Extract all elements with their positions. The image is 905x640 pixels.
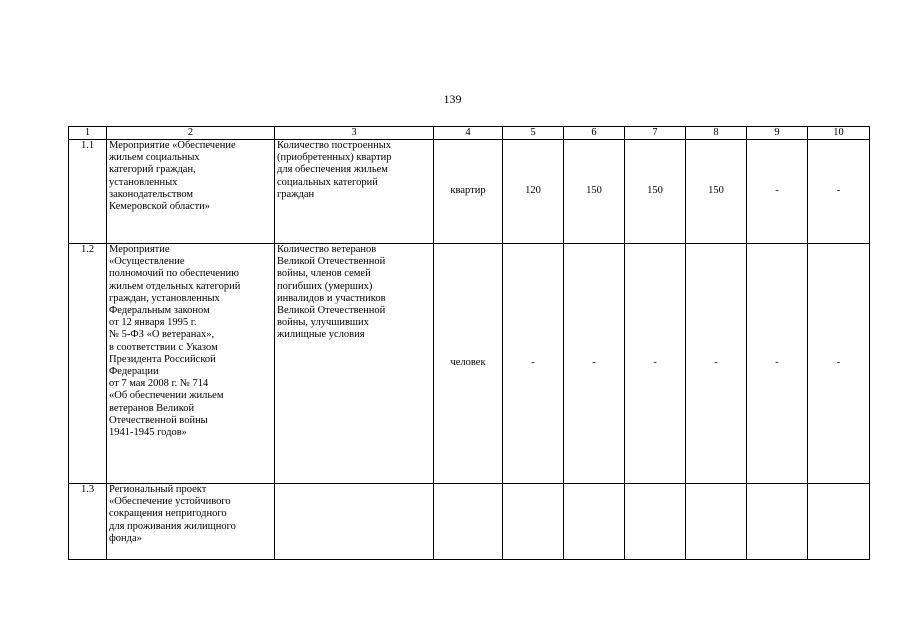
value-cell: 150: [686, 140, 747, 244]
indicator-cell: Количество ветеранов Великой Отечественной войны, членов семей погибших (умерших) инвалидов и участников Великой Отечественной войны, улучшивших жилищные условия: [275, 244, 434, 484]
column-number: 4: [434, 127, 503, 140]
value-cell: -: [808, 140, 870, 244]
column-number: 2: [107, 127, 275, 140]
row-number: 1.1: [69, 140, 107, 244]
column-number: 10: [808, 127, 870, 140]
unit-cell: человек: [434, 244, 503, 484]
value-cell: [503, 484, 564, 560]
value-cell: -: [564, 244, 625, 484]
value-cell: -: [808, 244, 870, 484]
value-cell: [625, 484, 686, 560]
value-cell: 120: [503, 140, 564, 244]
row-number: 1.2: [69, 244, 107, 484]
page-number: 139: [443, 92, 462, 106]
value-cell: [564, 484, 625, 560]
column-number: 9: [747, 127, 808, 140]
value-cell: -: [686, 244, 747, 484]
value-cell: 150: [625, 140, 686, 244]
value-cell: -: [747, 140, 808, 244]
column-number: 3: [275, 127, 434, 140]
indicator-cell: Количество построенных (приобретенных) квартир для обеспечения жильем социальных категорий граждан: [275, 140, 434, 244]
program-table: [68, 126, 870, 560]
row-number: 1.3: [69, 484, 107, 560]
column-number: 7: [625, 127, 686, 140]
value-cell: 150: [564, 140, 625, 244]
column-number: 5: [503, 127, 564, 140]
value-cell: [686, 484, 747, 560]
column-number: 6: [564, 127, 625, 140]
column-number: 1: [69, 127, 107, 140]
table-row: [69, 484, 870, 560]
table-row: [69, 140, 870, 244]
indicator-cell: [275, 484, 434, 560]
unit-cell: [434, 484, 503, 560]
unit-cell: квартир: [434, 140, 503, 244]
event-cell: Мероприятие «Осуществление полномочий по обеспечению жильем отдельных категорий граждан, установленных Федеральным законом от 12 января 1995 г. № 5-ФЗ «О ветеранах», в соответствии с Указом Президента Российской Федерации от 7 мая 2008 г. № 714 «Об обеспечении жильем ветеранов Великой Отечественной войны 1941-1945 годов»: [107, 244, 275, 484]
value-cell: [808, 484, 870, 560]
event-cell: Региональный проект «Обеспечение устойчивого сокращения непригодного для проживания жилищного фонда»: [107, 484, 275, 560]
value-cell: [747, 484, 808, 560]
column-number: 8: [686, 127, 747, 140]
table-row: [69, 244, 870, 484]
column-number-row: [69, 127, 870, 140]
event-cell: Мероприятие «Обеспечение жильем социальных категорий граждан, установленных законодательством Кемеровской области»: [107, 140, 275, 244]
value-cell: -: [747, 244, 808, 484]
value-cell: -: [625, 244, 686, 484]
value-cell: -: [503, 244, 564, 484]
